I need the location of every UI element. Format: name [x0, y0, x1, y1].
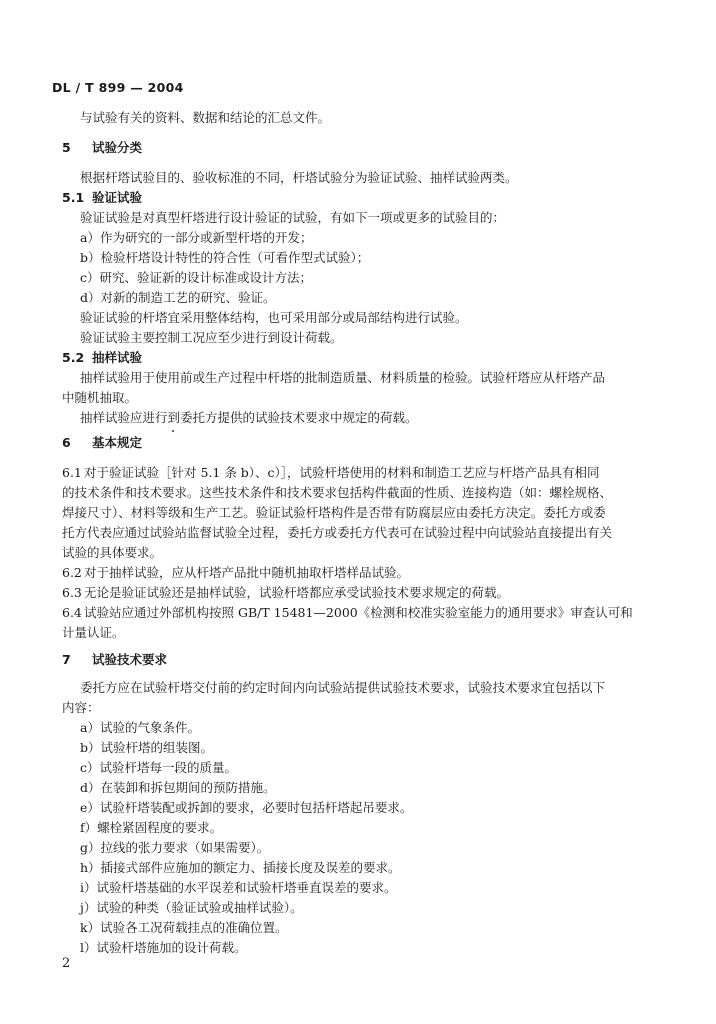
- section-title: 试验技术要求: [92, 652, 168, 667]
- clause-6-4-continuation: 计量认证。: [62, 625, 125, 640]
- list-item: f）螺栓紧固程度的要求。: [80, 820, 223, 835]
- list-item: i）试验杆塔基础的水平误差和试验杆塔垂直误差的要求。: [80, 880, 397, 895]
- clause-text: 无论是验证试验还是抽样试验，试验杆塔都应承受试验技术要求规定的荷载。: [84, 585, 510, 600]
- section-title: 基本规定: [92, 435, 143, 450]
- paragraph: 验证试验的杆塔宜采用整体结构，也可采用部分或局部结构进行试验。: [80, 310, 468, 325]
- list-item: d）对新的制造工艺的研究、验证。: [80, 290, 276, 305]
- clause-6-1-line: 焊接尺寸）、材料等级和生产工艺。验证试验杆塔构件是否带有防腐层应由委托方决定。委托方或委: [62, 505, 606, 520]
- clause-number: 6.3: [62, 585, 82, 600]
- section-number: 7: [62, 652, 71, 667]
- paragraph: 验证试验主要控制工况应至少进行到设计荷载。: [80, 330, 343, 345]
- paragraph: 抽样试验用于使用前或生产过程中杆塔的批制造质量、材料质量的检验。试验杆塔应从杆塔产品: [80, 370, 606, 385]
- clause-number: 6.1: [62, 465, 82, 480]
- standard-code-header: DL / T 899 — 2004: [52, 80, 184, 95]
- section-6-heading: [62, 435, 142, 451]
- list-item: e）试验杆塔装配或拆卸的要求，必要时包括杆塔起吊要求。: [80, 800, 413, 815]
- section-number: 5.2: [62, 350, 85, 365]
- clause-6-1-line: 托方代表应通过试验站监督试验全过程，委托方或委托方代表可在试验过程中向试验站直接提出有关: [62, 525, 613, 540]
- list-item: j）试验的种类（验证试验或抽样试验）。: [80, 900, 303, 915]
- list-item: a）试验的气象条件。: [80, 720, 200, 735]
- section-7-heading: [62, 652, 167, 668]
- section-5-1-heading: [62, 190, 142, 206]
- intro-line: 与试验有关的资料、数据和结论的汇总文件。: [80, 110, 331, 125]
- clause-text: 对于抽样试验，应从杆塔产品批中随机抽取杆塔样品试验。: [84, 565, 410, 580]
- section-7-lead: 委托方应在试验杆塔交付前的约定时间内向试验站提供试验技术要求，试验技术要求宜包括以下: [80, 680, 606, 695]
- list-item: c）试验杆塔每一段的质量。: [80, 760, 238, 775]
- list-item: a）作为研究的一部分或新型杆塔的开发；: [80, 230, 313, 245]
- list-item: c）研究、验证新的设计标准或设计方法；: [80, 270, 313, 285]
- clause-6-2: [62, 565, 409, 581]
- list-item: b）检验杆塔设计特性的符合性（可看作型式试验）；: [80, 250, 370, 265]
- section-5-paragraph: 根据杆塔试验目的、验收标准的不同，杆塔试验分为验证试验、抽样试验两类。: [80, 170, 518, 185]
- clause-6-3: [62, 585, 509, 601]
- section-title: 验证试验: [92, 190, 143, 205]
- clause-number: 6.2: [62, 565, 82, 580]
- section-number: 6: [62, 435, 71, 450]
- clause-number: 6.4: [62, 605, 82, 620]
- paragraph-continuation: 中随机抽取。: [62, 390, 138, 405]
- section-5-heading: [62, 140, 142, 156]
- list-item: b）试验杆塔的组装图。: [80, 740, 214, 755]
- section-7-lead-continuation: 内容：: [62, 700, 100, 715]
- list-item: g）拉线的张力要求（如果需要）。: [80, 840, 270, 855]
- clause-text: 对于验证试验［针对 5.1 条 b）、c）］，试验杆塔使用的材料和制造工艺应与杆塔产品具有相同: [84, 465, 600, 480]
- clause-text: 试验站应通过外部机构按照 GB/T 15481—2000《检测和校准实验室能力的通用要求》审查认可和: [84, 605, 633, 620]
- clause-6-4: [62, 605, 633, 621]
- section-title: 抽样试验: [92, 350, 143, 365]
- section-5-1-lead: 验证试验是对真型杆塔进行设计验证的试验，有如下一项或更多的试验目的：: [80, 210, 506, 225]
- list-item: l）试验杆塔施加的设计荷载。: [80, 940, 247, 955]
- clause-6-1-line: 试验的具体要求。: [62, 545, 163, 560]
- clause-6-1-line: [62, 465, 600, 481]
- clause-6-1-line: 的技术条件和技术要求。这些技术条件和技术要求包括构件截面的性质、连接构造（如：螺栓规格、: [62, 485, 613, 500]
- scan-speck: [172, 430, 174, 432]
- list-item: k）试验各工况荷载挂点的准确位置。: [80, 920, 288, 935]
- list-item: d）在装卸和拆包期间的预防措施。: [80, 780, 276, 795]
- section-5-2-heading: [62, 350, 142, 366]
- section-number: 5.1: [62, 190, 85, 205]
- page-number: 2: [62, 956, 71, 971]
- section-number: 5: [62, 140, 71, 155]
- section-title: 试验分类: [92, 140, 143, 155]
- list-item: h）插接式部件应施加的额定力、插接长度及误差的要求。: [80, 860, 401, 875]
- paragraph: 抽样试验应进行到委托方提供的试验技术要求中规定的荷载。: [80, 410, 418, 425]
